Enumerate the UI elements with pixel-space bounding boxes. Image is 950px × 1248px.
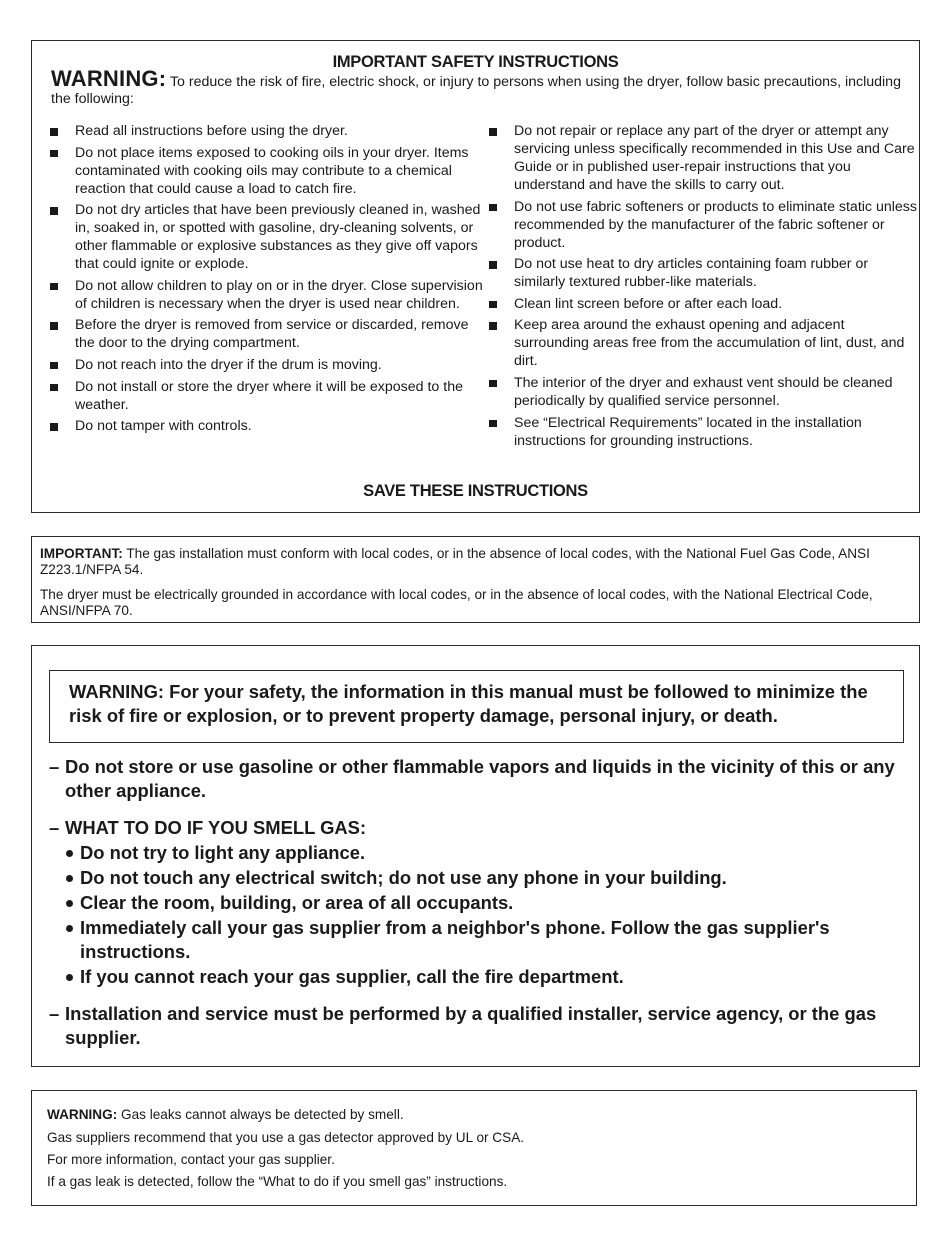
save-instructions-heading: SAVE THESE INSTRUCTIONS: [363, 482, 588, 500]
list-item: Do not reach into the dryer if the drum is moving.: [48, 356, 488, 374]
safety-list-right: [487, 122, 917, 453]
important-text: The gas installation must conform with local codes, or in the absence of local codes, with the National Fuel Gas Code, ANSI Z223.1/NFPA 54.: [40, 546, 870, 577]
grounding-paragraph: The dryer must be electrically grounded in accordance with local codes, or in the absence of local codes, with the National Electrical Code, ANSI/NFPA 70.: [40, 587, 873, 618]
list-item: Before the dryer is removed from service or discarded, remove the door to the drying compartment.: [48, 316, 488, 352]
list-item: Do not place items exposed to cooking oils in your dryer. Items contaminated with cooking oils may contribute to a chemical reaction that could cause a load to catch fire.: [48, 144, 488, 198]
leak-line-4: If a gas leak is detected, follow the “What to do if you smell gas” instructions.: [47, 1174, 508, 1189]
warning-word: WARNING:: [51, 66, 167, 91]
list-item: Do not allow children to play on or in the dryer. Close supervision of children is necessary when the dryer is used near children.: [48, 277, 488, 313]
leak-line-2: Gas suppliers recommend that you use a gas detector approved by UL or CSA.: [47, 1130, 525, 1145]
list-item: Read all instructions before using the dryer.: [48, 122, 488, 140]
flammable-vapors-item: [49, 755, 909, 803]
leak-warning-label: WARNING:: [47, 1107, 118, 1122]
leak-line-3: For more information, contact your gas supplier.: [47, 1152, 335, 1167]
list-item: Do not try to light any appliance.: [66, 841, 906, 865]
list-item: Do not dry articles that have been previously cleaned in, washed in, soaked in, or spotted with gasoline, dry-cleaning solvents, or other flammable or explosive substances as they give off vapors that could ignite or explode.: [48, 201, 488, 273]
leak-text: Gas leaks cannot always be detected by smell.: [121, 1107, 404, 1122]
list-item: Do not repair or replace any part of the dryer or attempt any servicing unless specifically recommended in this Use and Care Guide or in published user-repair instructions that you understand and have the skills to carry out.: [487, 122, 917, 194]
list-item: Do not install or store the dryer where it will be exposed to the weather.: [48, 378, 488, 414]
gas-code-paragraph: [40, 546, 910, 577]
list-item: Clean lint screen before or after each load.: [487, 295, 917, 313]
list-item: See “Electrical Requirements” located in the installation instructions for grounding instructions.: [487, 414, 917, 450]
list-item: Do not use fabric softeners or products to eliminate static unless recommended by the manufacturer of the fabric softener or product.: [487, 198, 917, 252]
smell-gas-steps: [66, 841, 906, 990]
warning-text: To reduce the risk of fire, electric shock, or injury to persons when using the dryer, follow basic precautions, including the following:: [51, 74, 901, 107]
gas-warning-heading: WARNING: For your safety, the information in this manual must be followed to minimize the risk of fire or explosion, or to prevent property damage, personal injury, or death.: [49, 670, 904, 743]
safety-instructions-box: [31, 40, 920, 513]
list-item: If you cannot reach your gas supplier, call the fire department.: [66, 965, 906, 989]
smell-gas-heading: [49, 816, 909, 840]
list-item: Do not touch any electrical switch; do not use any phone in your building.: [66, 866, 906, 890]
safety-warning: [51, 66, 911, 108]
dash-mark: –: [49, 756, 60, 777]
dash-mark: –: [49, 817, 60, 838]
safety-title: IMPORTANT SAFETY INSTRUCTIONS: [332, 53, 619, 71]
list-item: Do not tamper with controls.: [48, 417, 488, 435]
list-item: Clear the room, building, or area of all occupants.: [66, 891, 906, 915]
important-note-box: [31, 536, 920, 623]
installation-service-item: [49, 1002, 909, 1050]
gas-warning-box: [31, 645, 920, 1067]
safety-list-left: [48, 122, 488, 439]
item-text: Do not store or use gasoline or other flammable vapors and liquids in the vicinity of this or any other appliance.: [65, 756, 895, 801]
important-label: IMPORTANT:: [40, 546, 123, 561]
list-item: Keep area around the exhaust opening and adjacent surrounding areas free from the accumulation of lint, dust, and dirt.: [487, 316, 917, 370]
leak-line-1: [47, 1107, 907, 1123]
dash-mark: –: [49, 1003, 60, 1024]
list-item: Immediately call your gas supplier from a neighbor's phone. Follow the gas supplier's instructions.: [66, 916, 906, 964]
item-text: Installation and service must be performed by a qualified installer, service agency, or the gas supplier.: [65, 1003, 877, 1048]
item-text: WHAT TO DO IF YOU SMELL GAS:: [65, 817, 367, 838]
list-item: Do not use heat to dry articles containing foam rubber or similarly textured rubber-like materials.: [487, 255, 917, 291]
list-item: The interior of the dryer and exhaust vent should be cleaned periodically by qualified service personnel.: [487, 374, 917, 410]
gas-leak-warning-box: [31, 1090, 917, 1206]
